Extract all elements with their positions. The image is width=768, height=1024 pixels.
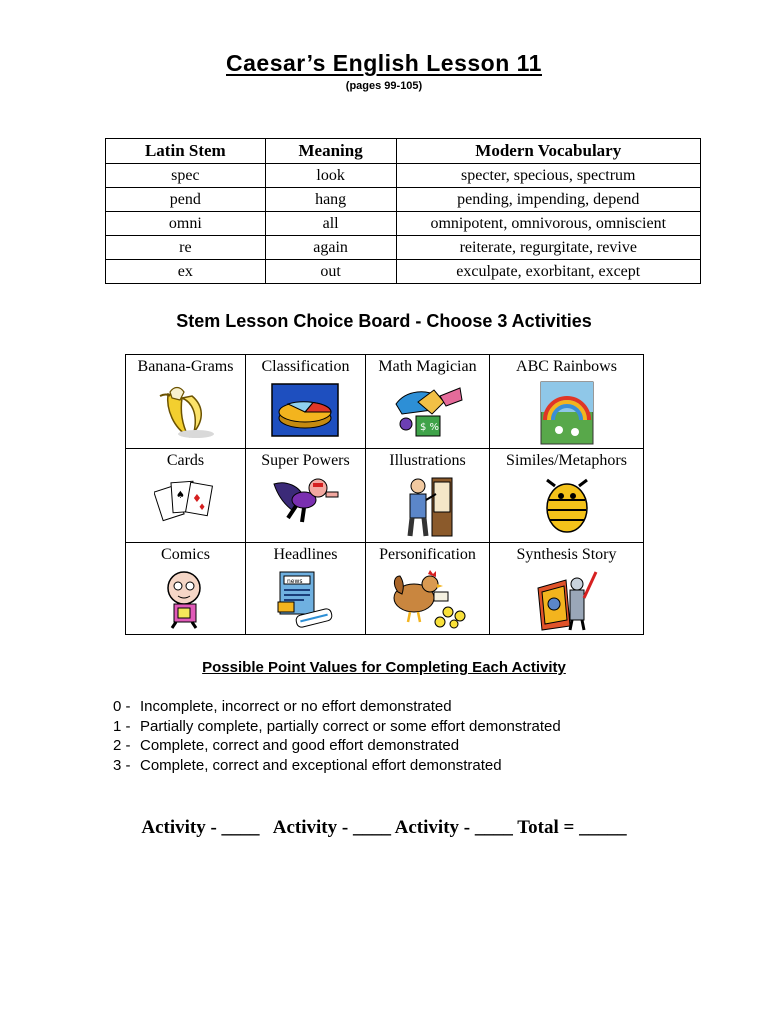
column-header: Modern Vocabulary [396, 139, 700, 164]
playing-cards-icon [154, 474, 218, 528]
hen-chicks-icon [384, 568, 472, 630]
meaning-cell: hang [265, 188, 396, 212]
choice-board [125, 354, 644, 635]
stem-cell: spec [106, 164, 266, 188]
table-row [106, 236, 701, 260]
activity-label: Math Magician [378, 358, 477, 375]
activity-cell-banana-grams [126, 355, 246, 449]
activity-cell-similes-metaphors [490, 449, 644, 543]
lesson-title: Caesar’s English Lesson 11 [226, 50, 542, 76]
meaning-cell: again [265, 236, 396, 260]
svg-text:news: news [286, 578, 303, 585]
magician-icon [388, 380, 468, 442]
stem-cell: pend [106, 188, 266, 212]
activity-label: Synthesis Story [516, 546, 617, 563]
activity-cell-abc-rainbows [490, 355, 644, 449]
column-header: Meaning [265, 139, 396, 164]
activity-label: Personification [379, 546, 476, 563]
column-header: Latin Stem [106, 139, 266, 164]
newspaper-icon [274, 568, 338, 630]
vocabulary-cell: exculpate, exorbitant, except [396, 260, 700, 284]
rainbow-icon [539, 380, 595, 446]
vocabulary-cell: pending, impending, depend [396, 188, 700, 212]
board-row [126, 449, 644, 543]
svg-text:$ %: $ % [419, 422, 439, 433]
svg-text:♦: ♦ [191, 492, 202, 505]
point-number: 0 - [113, 698, 131, 715]
stem-cell: omni [106, 212, 266, 236]
activity-cell-synthesis-story [490, 543, 644, 635]
point-number: 3 - [113, 756, 131, 774]
table-row [106, 164, 701, 188]
activity-label: Headlines [273, 546, 338, 563]
page-range: (pages 99-105) [345, 80, 423, 92]
beehive-icon [539, 474, 595, 536]
vocabulary-cell: omnipotent, omnivorous, omniscient [396, 212, 700, 236]
point-description: Complete, correct and good effort demonstrated [140, 737, 460, 754]
list-item [113, 718, 561, 738]
table-header-row [106, 139, 701, 164]
meaning-cell: out [265, 260, 396, 284]
latin-stems-table [105, 138, 701, 284]
list-item [113, 757, 561, 777]
meaning-cell: look [265, 164, 396, 188]
point-description: Complete, correct and exceptional effort demonstrated [140, 756, 502, 774]
vocabulary-cell: specter, specious, spectrum [396, 164, 700, 188]
activity-cell-personification [366, 543, 490, 635]
stem-cell: ex [106, 260, 266, 284]
activity-cell-illustrations [366, 449, 490, 543]
point-number: 1 - [113, 717, 131, 735]
list-item [113, 698, 561, 718]
activity-label: Banana-Grams [137, 358, 234, 375]
activity-score-line: Activity - ____ Activity - ____ Activity - ____ Total = _____ [141, 817, 627, 838]
pie-chart-icon [268, 380, 344, 442]
banana-icon [146, 380, 226, 442]
meaning-cell: all [265, 212, 396, 236]
activity-label: ABC Rainbows [516, 358, 617, 375]
activity-cell-classification [246, 355, 366, 449]
activity-label: Similes/Metaphors [506, 452, 627, 469]
point-description: Partially complete, partially correct or some effort demonstrated [140, 717, 561, 735]
stem-cell: re [106, 236, 266, 260]
activity-label: Classification [261, 358, 350, 375]
point-values-title: Possible Point Values for Completing Each Activity [202, 659, 566, 676]
painter-icon [398, 474, 458, 540]
activity-cell-headlines [246, 543, 366, 635]
table-row [106, 212, 701, 236]
activity-cell-super-powers [246, 449, 366, 543]
svg-text:♠: ♠ [175, 490, 185, 501]
vocabulary-cell: reiterate, regurgitate, revive [396, 236, 700, 260]
choice-board-title: Stem Lesson Choice Board - Choose 3 Activities [176, 311, 592, 331]
activity-cell-cards [126, 449, 246, 543]
activity-label: Comics [161, 546, 210, 563]
point-values-list [113, 698, 561, 776]
board-row [126, 543, 644, 635]
activity-cell-math-magician [366, 355, 490, 449]
point-number: 2 - [113, 737, 131, 754]
table-row [106, 260, 701, 284]
activity-cell-comics [126, 543, 246, 635]
storybook-icon [532, 568, 602, 632]
board-row [126, 355, 644, 449]
activity-label: Cards [166, 452, 205, 469]
superhero-icon [266, 474, 346, 528]
list-item [113, 737, 561, 757]
point-description: Incomplete, incorrect or no effort demonstrated [140, 698, 452, 715]
svg-text:♦: ♦ [197, 503, 206, 513]
activity-label: Super Powers [261, 452, 350, 469]
comic-character-icon [158, 568, 214, 630]
table-row [106, 188, 701, 212]
activity-label: Illustrations [389, 452, 466, 469]
